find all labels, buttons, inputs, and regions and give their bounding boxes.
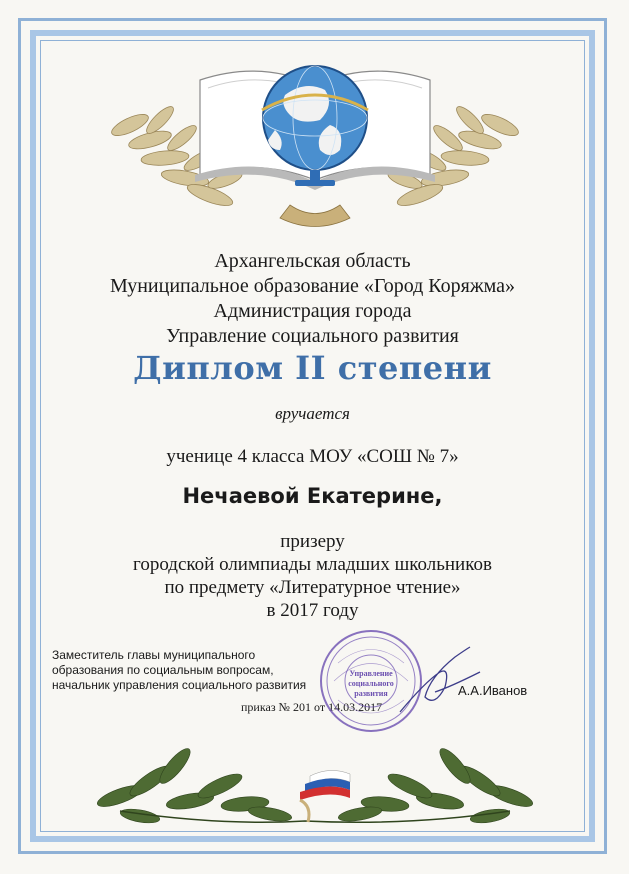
header-administration: Администрация города bbox=[213, 300, 412, 322]
stamp-text-3: развития bbox=[354, 689, 388, 698]
olympiad-name: городской олимпиады младших школьников bbox=[133, 554, 492, 575]
bottom-laurel-icon bbox=[80, 726, 550, 836]
signatory-title-2: образования по социальным вопросам, bbox=[52, 663, 274, 677]
student-name: Нечаевой Екатерине, bbox=[182, 484, 443, 508]
header-municipality: Муниципальное образование «Город Коряжма» bbox=[109, 275, 516, 297]
order-number: приказ № 201 от 14.03.2017 bbox=[241, 700, 383, 714]
signatory-title-1: Заместитель главы муниципального bbox=[52, 648, 256, 662]
signatory-name: А.А.Иванов bbox=[458, 683, 528, 698]
award-place: призеру bbox=[280, 531, 345, 552]
header-region: Архангельская область bbox=[214, 250, 411, 272]
stamp-text-2: социального bbox=[348, 679, 394, 688]
stamp-text-1: Управление bbox=[349, 669, 393, 678]
awarded-text: вручается bbox=[275, 404, 350, 423]
subject-name: по предмету «Литературное чтение» bbox=[164, 577, 461, 598]
globe-book-emblem bbox=[90, 40, 540, 230]
diploma-title: Диплом II степени bbox=[133, 349, 492, 387]
award-year: в 2017 году bbox=[266, 600, 359, 621]
header-department: Управление социального развития bbox=[166, 325, 459, 347]
handwritten-signature-icon bbox=[395, 642, 485, 722]
student-class-line: ученице 4 класса МОУ «СОШ № 7» bbox=[166, 446, 459, 467]
signatory-title-3: начальник управления социального развития bbox=[52, 678, 307, 692]
